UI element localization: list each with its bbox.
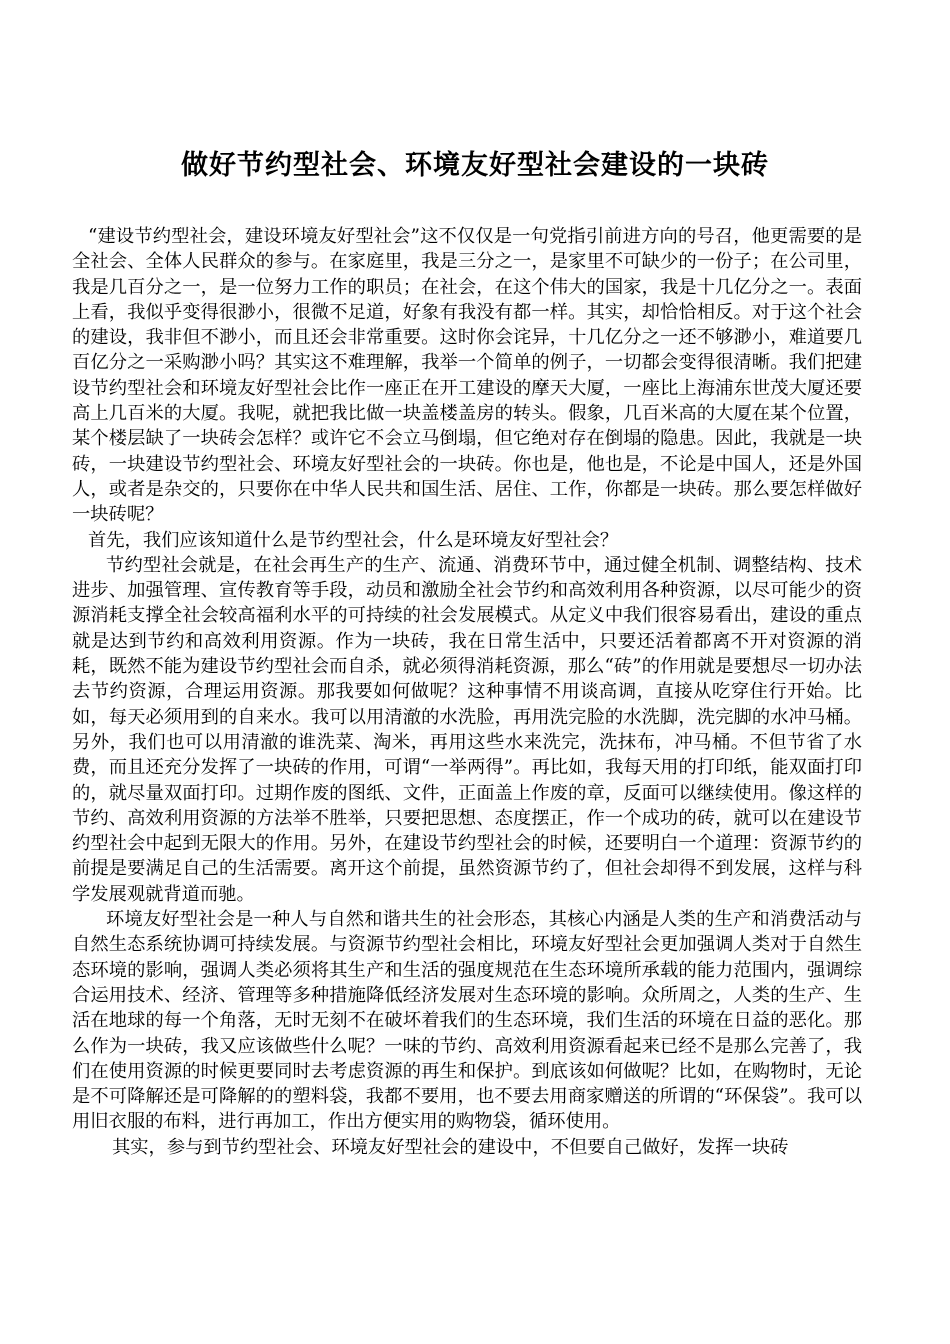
paragraph-question: 首先，我们应该知道什么是节约型社会，什么是环境友好型社会？ <box>88 529 619 551</box>
document-title: 做好节约型社会、环境友好型社会建设的一块砖 <box>181 150 769 182</box>
paragraph-conservation-society: 节约型社会就是，在社会再生产的生产、流通、消费环节中，通过健全机制、调整结构、技术进步、加强管理、宣传教育等手段，动员和激励全社会节约和高效利用各种资源，以尽可能少的资源消耗支撑全社会较高福利水平的可持续的社会发展模式。从定义中我们很容易看出，建设的重点就是达到节约和高效利用资源。作为一块砖，我在日常生活中，只要还活着都离不开对资源的消耗，既然不能为建设节约型社会而自杀，就必须得消耗资源，那么“砖”的作用就是要想尽一切办法去节约资源，合理运用资源。那我要如何做呢？这种事情不用谈高调，直接从吃穿住行开始。比如，每天必须用到的自来水。我可以用清澈的水洗脸，再用洗完脸的水洗脚，洗完脚的水冲马桶。另外，我们也可以用清澈的谁洗菜、淘米，再用这些水来洗完，洗抹布，冲马桶。不但节省了水费，而且还充分发挥了一块砖的作用，可谓“一举两得”。再比如，我每天用的打印纸，能双面打印的，就尽量双面打印。过期作废的图纸、文件，正面盖上作废的章，反面可以继续使用。像这样的节约、高效利用资源的方法举不胜举，只要把思想、态度摆正，作一个成功的砖，就可以在建设节约型社会中起到无限大的作用。另外，在建设节约型社会的时候，还要明白一个道理：资源节约的前提是要满足自己的生活需要。离开这个前提，虽然资源节约了，但社会却得不到发展，这样与科学发展观就背道而驰。 <box>72 554 862 905</box>
paragraph-conclusion: 其实，参与到节约型社会、环境友好型社会的建设中，不但要自己做好，发挥一块砖 <box>112 1136 789 1158</box>
paragraph-intro: “建设节约型社会，建设环境友好型社会”这不仅仅是一句党指引前进方向的号召，他更需要的是全社会、全体人民群众的参与。在家庭里，我是三分之一，是家里不可缺少的一份子；在公司里，我是几百分之一，是一位努力工作的职员；在社会，在这个伟大的国家，我是十几亿分之一。表面上看，我似乎变得很渺小，很微不足道，好象有我没有都一样。其实，却恰恰相反。对于这个社会的建设，我非但不渺小，而且还会非常重要。这时你会诧异，十几亿分之一还不够渺小，难道要几百亿分之一采购渺小吗？其实这不难理解，我举一个简单的例子，一切都会变得很清晰。我们把建设节约型社会和环境友好型社会比作一座正在开工建设的摩天大厦，一座比上海浦东世茂大厦还要高上几百米的大厦。我呢，就把我比做一块盖楼盖房的转头。假象，几百米高的大厦在某个位置，某个楼层缺了一块砖会怎样？或许它不会立马倒塌，但它绝对存在倒塌的隐患。因此，我就是一块砖，一块建设节约型社会、环境友好型社会的一块砖。你也是，他也是，不论是中国人，还是外国人，或者是杂交的，只要你在中华人民共和国生活、居住、工作，你都是一块砖。那么要怎样做好一块砖呢？ <box>72 226 862 526</box>
document-body <box>72 224 862 1160</box>
paragraph-environment-friendly-society: 环境友好型社会是一种人与自然和谐共生的社会形态，其核心内涵是人类的生产和消费活动与自然生态系统协调可持续发展。与资源节约型社会相比，环境友好型社会更加强调人类对于自然生态环境的影响，强调人类必须将其生产和生活的强度规范在生态环境所承载的能力范围内，强调综合运用技术、经济、管理等多种措施降低经济发展对生态环境的影响。众所周之，人类的生产、生活在地球的每一个角落，无时无刻不在破坏着我们的生态环境，我们生活的环境在日益的恶化。那么作为一块砖，我又应该做些什么呢？一味的节约、高效利用资源看起来已经不是那么完善了，我们在使用资源的时候更要同时去考虑资源的再生和保护。到底该如何做呢？比如，在购物时，无论是不可降解还是可降解的的塑料袋，我都不要用，也不要去用商家赠送的所谓的“环保袋”。我可以用旧衣服的布料，进行再加工，作出方便实用的购物袋，循环使用。 <box>72 909 862 1133</box>
